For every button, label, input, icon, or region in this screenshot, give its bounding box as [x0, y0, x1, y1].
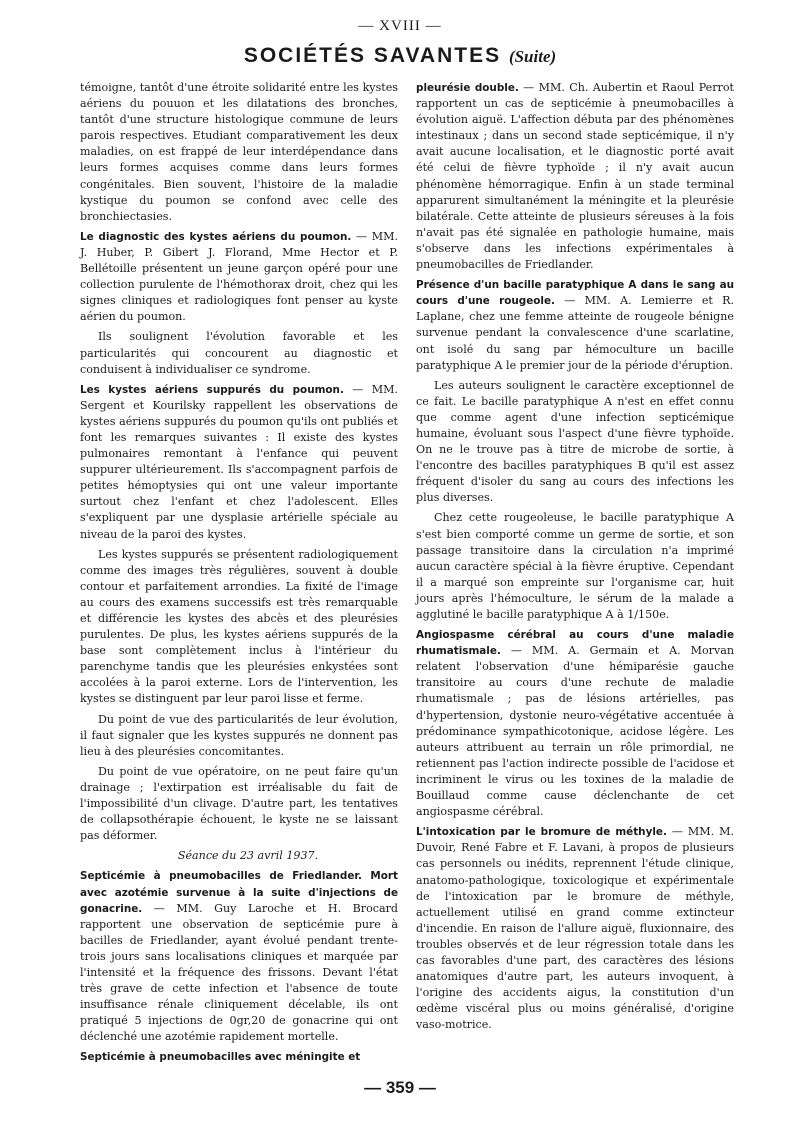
abstract-heading: Septicémie à pneumobacilles avec méningite et — [80, 1051, 361, 1064]
abstract-text: — MM. A. Germain et A. Morvan relatent l'observation d'une hémiparésie gauche transitoire au cours d'une rechute de maladie rhumatismale ; pas de lésions artérielles, pas d'hypertension, dystonie neuro-végétative accentuée à prédominance sympathicotonique, acidose légère. Les auteurs attribuent au terrain un rôle primordial, ne retiennent pas l'action indirecte possible de l'acidose et incriminent le virus ou les toxines de la maladie de Bouillaud comme cause déclenchante de cet angiospasme cérébral. — [416, 644, 734, 819]
paragraph: Du point de vue des particularités de leur évolution, il faut signaler que les kystes suppurés ne donnent pas lieu à des pleurésies concomitantes. — [80, 712, 398, 758]
abstract-heading: Angiospasme cérébral au cours d'une maladie rhumatismale. — [416, 629, 734, 658]
abstract-paragraph — [80, 1049, 398, 1065]
abstract-heading: pleurésie double. — [416, 82, 519, 94]
paragraph: Chez cette rougeoleuse, le bacille paratyphique A s'est bien comporté comme un germe de sortie, et son passage transitoire dans la circulation n'a imprimé aucun caractère spécial à la fièvre éruptive. Cependant il a marqué son empreinte sur l'organisme car, huit jours après l'hémoculture, le sérum de la malade a agglutiné le bacille paratyphique A à 1/150e. — [416, 511, 734, 621]
paragraph: Les auteurs soulignent le caractère exceptionnel de ce fait. Le bacille paratyphique A n'est en effet connu que comme agent d'une infection septicémique humaine, évoluant sous l'aspect d'une fièvre typhoïde. On ne le trouve pas à titre de microbe de sortie, à l'encontre des bacilles paratyphiques B qu'il est assez fréquent d'isoler du sang au cours des infections les plus diverses. — [416, 378, 734, 505]
section-header — [0, 44, 800, 68]
abstract-text: — MM. A. Lemierre et R. Laplane, chez une femme atteinte de rougeole bénigne survenue pendant la convalescence d'une scarlatine, ont isolé du sang par hémoculture un bacille paratyphique A le premier jour de la période d'éruption. — [416, 294, 734, 372]
abstract-paragraph — [80, 229, 398, 326]
abstract-heading: L'intoxication par le bromure de méthyle. — [416, 826, 667, 839]
abstract-text: — MM. Sergent et Kourilsky rappellent les observations de kystes aériens suppurés du poumon qu'ils ont publiés et font les remarques suivantes : Il existe des kystes pulmonaires remontant à l'enfance qui peuvent suppurer ultérieurement. Ils s'accompagnent parfois de petites hémoptysies qui ont une valeur importante surtout chez l'enfant et chez l'adolescent. Elles s'expliquent par une dysplasie artérielle spéciale au niveau de la paroi des kystes. — [80, 382, 398, 541]
abstract-heading: Septicémie à pneumobacilles de Friedlander. Mort avec azotémie survenue à la suite d'injections de gonacrine. — [80, 870, 398, 915]
left-column — [80, 80, 398, 1070]
paragraph: témoigne, tantôt d'une étroite solidarité entre les kystes aériens du pouuon et les dilatations des bronches, tantôt d'une structure histologique commune de leurs parois respectives. Etudiant comparativement les deux maladies, on est frappé de leur interdépendance dans leurs formes acquises comme dans leurs formes congénitales. Bien souvent, l'histoire de la maladie kystique du poumon se confond avec celle des bronchiectasies. — [80, 81, 398, 223]
abstract-paragraph — [416, 277, 734, 374]
abstract-paragraph — [416, 627, 734, 820]
paragraph: Ils soulignent l'évolution favorable et les particularités qui concourent au diagnostic et conduisent à individualiser ce syndrome. — [80, 330, 398, 376]
abstract-paragraph — [80, 868, 398, 1045]
abstract-heading: Les kystes aériens suppurés du poumon. — [80, 383, 344, 396]
abstract-paragraph — [416, 80, 734, 273]
abstract-heading: Présence d'un bacille paratyphique A dans le sang au cours d'une rougeole. — [416, 279, 734, 308]
abstract-text: — MM. M. Duvoir, René Fabre et F. Lavani, à propos de plusieurs cas personnels ou inédits, reprennent l'étude clinique, anatomo-pathologique, toxicologique et expérimentale de l'intoxication par le bromure de méthyle, actuellement utilisé en grand comme extincteur d'incendie. En raison de l'allure aiguë, fluxionnaire, des troubles observés et de leur régression totale dans les cas favorables d'une part, des caractères des lésions anatomiques d'autre part, les auteurs invoquent, à l'origine des accidents aigus, la constitution d'un œdème viscéral plus ou moins généralisé, d'origine vaso-motrice. — [416, 825, 734, 1032]
paragraph: Du point de vue opératoire, on ne peut faire qu'un drainage ; l'extirpation est irréalisable du fait de l'impossibilité d'un clivage. D'autre part, les tentatives de collapsothérapie échouent, le kyste ne se laissant pas déformer. — [80, 764, 398, 843]
session-date: Séance du 23 avril 1937. — [177, 849, 319, 863]
abstract-paragraph — [80, 382, 398, 543]
abstract-heading: Le diagnostic des kystes aériens du poumon. — [80, 230, 352, 243]
section-suite: (Suite) — [508, 47, 557, 66]
paragraph: Les kystes suppurés se présentent radiologiquement comme des images très régulières, souvent à double contour et parfaitement arrondies. La fixité de l'image au cours des examens successifs est très remarquable et différencie les kystes des abcès et des pleurésies purulentes. De plus, les kystes aériens suppurés de la base sont complètement inclus à l'intérieur du parenchyme tandis que les pleurésies enkystées sont accolées à la paroi externe. Lors de l'intervention, les kystes se distinguent par leur paroi lisse et ferme. — [80, 547, 398, 706]
page-number: — 359 — — [364, 1078, 436, 1097]
abstract-text: — MM. Guy Laroche et H. Brocard rapportent une observation de septicémie pure à bacilles de Friedlander, ayant évolué pendant trente-trois jours sans localisations cliniques et marquée par l'intensité et la fréquence des frissons. Devant l'état très grave de cette infection et l'absence de toute insuffisance rénale cliniquement décelable, ils ont pratiqué 5 injections de 0gr,20 de gonacrine qui ont déclenché une azotémie rapidement mortelle. — [80, 901, 398, 1044]
abstract-text: — MM. Ch. Aubertin et Raoul Perrot rapportent un cas de septicémie à pneumobacilles à évolution aiguë. L'affection débuta par des phénomènes intestinaux ; dans un second stade septicémique, il n'y avait aucune localisation, et le diagnostic porté avait été celui de fièvre typhoïde ; il n'y avait aucun phénomène hémorragique. Enfin à un stade terminal apparurent simultanément la méningite et la pleurésie bilatérale. Cette atteinte de plusieurs séreuses à la fois n'avait pas été signalée en pathologie humaine, mais s'observe dans les infections expérimentales à pneumobacilles de Friedlander. — [416, 81, 734, 272]
section-title: SOCIÉTÉS SAVANTES — [243, 44, 502, 67]
right-column — [416, 80, 734, 1037]
abstract-text: — MM. J. Huber, P. Gibert J. Florand, Mme Hector et P. Bellétoille présentent un jeune garçon opéré pour une collection purulente de l'hémothorax droit, chez qui les signes cliniques et radiologiques font penser au kyste aérien du poumon. — [80, 229, 398, 324]
roman-page-marker: — XVIII — — [358, 18, 442, 34]
abstract-paragraph — [416, 824, 734, 1033]
